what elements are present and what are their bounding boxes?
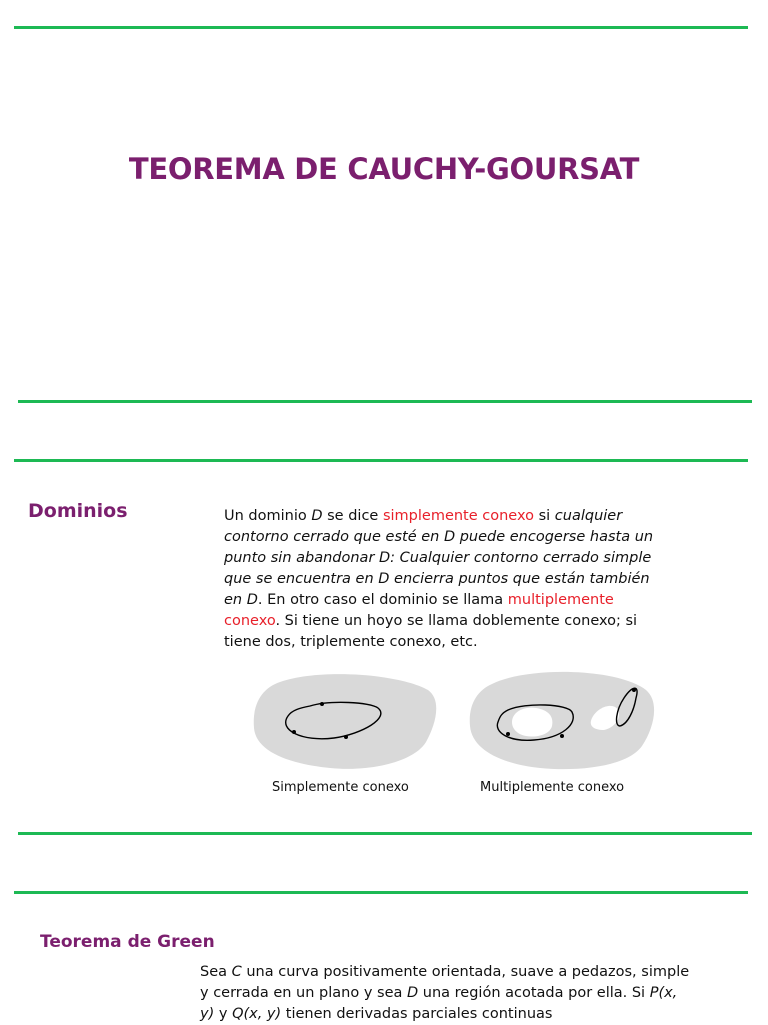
- text-run-italic: D: [407, 985, 419, 1001]
- text-run: . En otro caso el dominio se llama: [257, 592, 508, 608]
- text-run: si: [533, 508, 555, 524]
- text-run: se dice: [322, 508, 383, 524]
- text-run-italic: C: [231, 964, 242, 980]
- contour-arrow-marker: [632, 688, 636, 692]
- caption-multiply-connected: Multiplemente conexo: [480, 780, 625, 795]
- slide1-bottom-divider: [18, 400, 752, 403]
- green-theorem-heading: Teorema de Green: [40, 932, 215, 952]
- region-hole: [512, 708, 552, 737]
- text-run-italic: cualquier contorno cerrado que esté en D puede encogerse hasta un punto sin abandonar D: Cualquier contorno cerrado simple que se encuentra en D encierra puntos que están también en D: [224, 508, 654, 608]
- text-run-italic: P(x, y): [200, 985, 678, 1022]
- simply-connected-region: [254, 674, 436, 769]
- slide2-top-divider: [14, 459, 748, 462]
- contour-arrow-marker: [560, 734, 564, 738]
- slide-title: TEOREMA DE CAUCHY-GOURSAT: [128, 152, 640, 186]
- contour-arrow-marker: [506, 732, 510, 736]
- text-run-italic: Q(x, y): [232, 1006, 282, 1022]
- simply-connected-figure: [250, 672, 440, 772]
- term-multiplemente-conexo: multiplemente conexo: [224, 592, 614, 629]
- green-theorem-paragraph: [200, 962, 690, 1025]
- text-run: una región acotada por ella. Si: [418, 985, 650, 1001]
- contour-arrow-marker: [320, 702, 324, 706]
- slide3-top-divider: [14, 891, 748, 894]
- top-divider: [14, 26, 748, 29]
- contour-arrow-marker: [344, 735, 348, 739]
- caption-simply-connected: Simplemente conexo: [272, 780, 409, 795]
- dominios-paragraph: [224, 506, 664, 653]
- text-run: una curva positivamente orientada, suave a pedazos, simple y cerrada en un plano y sea: [200, 964, 690, 1001]
- text-run: . Si tiene un hoyo se llama doblemente conexo; si tiene dos, triplemente conexo, etc.: [224, 613, 638, 650]
- term-simplemente-conexo: simplemente conexo: [382, 508, 534, 524]
- contour-arrow-marker: [292, 730, 296, 734]
- slide2-bottom-divider: [18, 832, 752, 835]
- multiply-connected-figure: [468, 668, 658, 772]
- text-run: Sea: [200, 964, 232, 980]
- text-run-italic: D: [311, 508, 323, 524]
- dominios-heading: Dominios: [28, 500, 128, 522]
- text-run: Un dominio: [224, 508, 312, 524]
- text-run: y: [214, 1006, 233, 1022]
- text-run: tienen derivadas parciales continuas: [281, 1006, 553, 1022]
